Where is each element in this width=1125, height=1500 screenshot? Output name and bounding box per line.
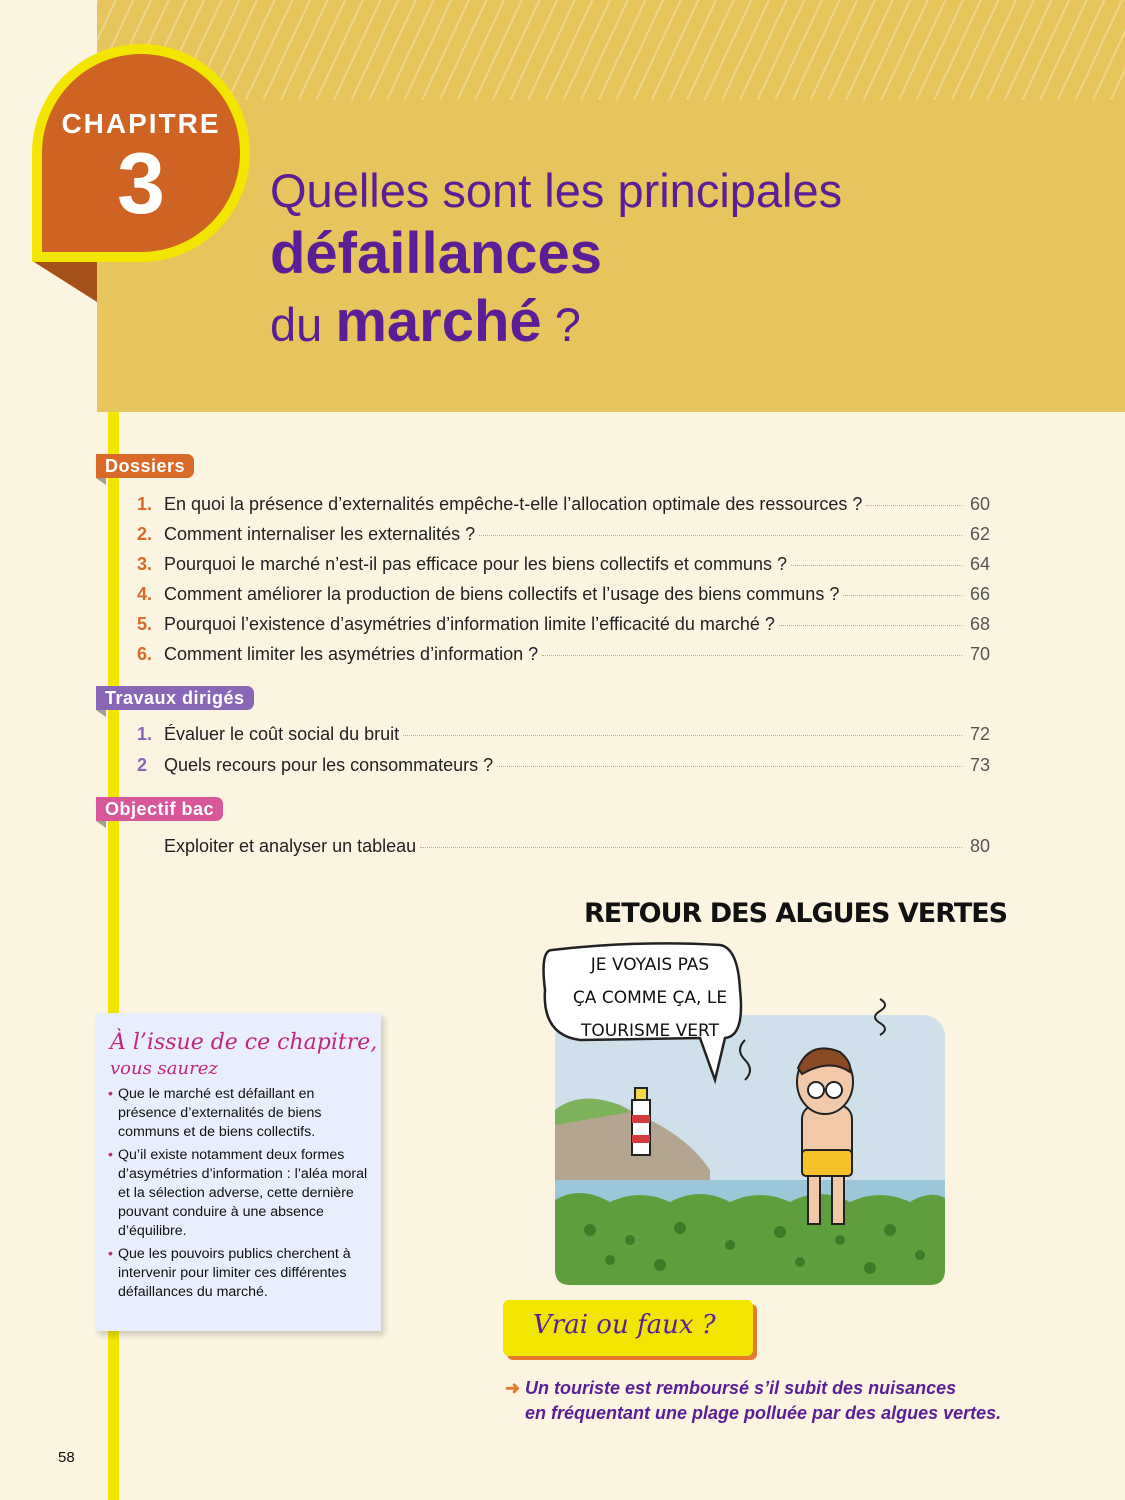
arrow-right-icon: ➜ bbox=[505, 1378, 521, 1398]
title-question-mark: ? bbox=[541, 298, 581, 351]
toc-entry-title: Comment améliorer la production de biens collectifs et l’usage des biens communs ? bbox=[164, 584, 840, 604]
toc-entry-page: 66 bbox=[969, 584, 990, 604]
toc-entry bbox=[137, 724, 990, 750]
toc-leader-dots bbox=[779, 625, 962, 626]
vrai-faux-question-line-2: en fréquentant une plage polluée par des algues vertes. bbox=[525, 1403, 1002, 1423]
vrai-faux-question-line-1: Un touriste est remboursé s’il subit des nuisances bbox=[525, 1378, 957, 1398]
margin-accent-bar bbox=[108, 412, 119, 1500]
chapter-number: 3 bbox=[117, 136, 165, 232]
toc-entry-title: Pourquoi l’existence d’asymétries d’information limite l’efficacité du marché ? bbox=[164, 614, 775, 634]
toc-leader-dots bbox=[843, 595, 962, 596]
chapter-label: CHAPITRE bbox=[61, 108, 221, 139]
toc-leader-dots bbox=[479, 535, 962, 536]
speech-bubble-line-3: TOURISME VERT bbox=[581, 1021, 719, 1041]
chapter-badge-fold bbox=[34, 262, 97, 302]
toc-entry-page: 68 bbox=[969, 614, 990, 634]
title-du: du bbox=[270, 298, 323, 351]
lighthouse-stripe-2 bbox=[632, 1135, 650, 1143]
toc-entry-number: 2 bbox=[137, 755, 148, 775]
toc-entry-page: 80 bbox=[969, 836, 990, 856]
toc-leader-dots bbox=[866, 505, 962, 506]
toc-entry bbox=[137, 554, 990, 580]
learning-goal-item: • Qu’il existe notamment deux formes d’asymétries d’information : l’aléa moral et la sélection adverse, cette dernière pouvant conduire à une absence d’équilibre. bbox=[108, 1146, 373, 1242]
toc-leader-dots bbox=[420, 847, 962, 848]
title-marche: marché bbox=[335, 289, 542, 354]
learning-goals-subheading: vous saurez bbox=[110, 1058, 218, 1079]
toc-entry-title: Évaluer le coût social du bruit bbox=[164, 724, 400, 744]
learning-goals-list bbox=[108, 1085, 373, 1305]
learning-goal-item: • Que le marché est défaillant en présence d’externalités de biens communs et de biens collectifs. bbox=[108, 1085, 373, 1143]
title-line-3 bbox=[270, 288, 581, 355]
toc-entry bbox=[137, 494, 990, 520]
lighthouse-lamp bbox=[635, 1088, 647, 1100]
lighthouse-icon bbox=[632, 1100, 650, 1155]
toc-entry-number: 1. bbox=[137, 724, 153, 744]
speech-bubble-line-2: ÇA COMME ÇA, LE bbox=[572, 988, 728, 1008]
toc-entry bbox=[137, 644, 990, 670]
toc-leader-dots bbox=[403, 735, 962, 736]
toc-entry bbox=[137, 524, 990, 550]
toc-entry-number: 1. bbox=[137, 494, 153, 514]
toc-entry-page: 62 bbox=[969, 524, 990, 544]
vrai-faux-label: Vrai ou faux ? bbox=[533, 1310, 716, 1340]
toc-entry-title: Comment internaliser les externalités ? bbox=[164, 524, 476, 544]
section-tab-objectif-bac: Objectif bac bbox=[96, 797, 223, 821]
cartoon-title: RETOUR DES ALGUES VERTES bbox=[584, 898, 1008, 929]
speech-bubble-line-1: JE VOYAIS PAS bbox=[590, 955, 710, 975]
toc-entry-page: 64 bbox=[969, 554, 990, 574]
title-line-1: Quelles sont les principales bbox=[270, 164, 843, 217]
learning-goal-item: • Que les pouvoirs publics cherchent à intervenir pour limiter ces différentes défaillances du marché. bbox=[108, 1245, 373, 1303]
toc-entry-title: Quels recours pour les consommateurs ? bbox=[164, 755, 494, 775]
title-line-2: défaillances bbox=[270, 221, 603, 286]
page-number: 58 bbox=[58, 1449, 75, 1466]
toc-entry-title: En quoi la présence d’externalités empêche-t-elle l’allocation optimale des ressources ? bbox=[164, 494, 863, 514]
toc-entry-title: Comment limiter les asymétries d’information ? bbox=[164, 644, 539, 664]
toc-entry-page: 73 bbox=[969, 755, 990, 775]
toc-entry-number: 6. bbox=[137, 644, 153, 664]
toc-leader-dots bbox=[791, 565, 962, 566]
toc-entry bbox=[137, 584, 990, 610]
learning-goals-heading: À l’issue de ce chapitre, bbox=[110, 1030, 378, 1055]
toc-entry bbox=[137, 755, 990, 781]
toc-leader-dots bbox=[497, 766, 962, 767]
toc-entry-page: 60 bbox=[969, 494, 990, 514]
toc-entry-title: Pourquoi le marché n’est-il pas efficace pour les biens collectifs et communs ? bbox=[164, 554, 787, 574]
toc-entry-page: 70 bbox=[969, 644, 990, 664]
toc-entry bbox=[137, 614, 990, 640]
cartoon-green-algae bbox=[555, 1193, 945, 1285]
section-tab-dossiers: Dossiers bbox=[96, 454, 194, 478]
toc-entry-number: 3. bbox=[137, 554, 153, 574]
toc-entry-title: Exploiter et analyser un tableau bbox=[164, 836, 417, 856]
lighthouse-stripe-1 bbox=[632, 1115, 650, 1123]
toc-entry bbox=[137, 836, 990, 862]
toc-entry-number: 4. bbox=[137, 584, 153, 604]
toc-leader-dots bbox=[542, 655, 962, 656]
toc-entry-page: 72 bbox=[969, 724, 990, 744]
toc-entry-number: 2. bbox=[137, 524, 153, 544]
toc-entry-number: 5. bbox=[137, 614, 153, 634]
chapter-header-fill bbox=[97, 100, 1125, 412]
section-tab-travaux-diriges: Travaux dirigés bbox=[96, 686, 254, 710]
